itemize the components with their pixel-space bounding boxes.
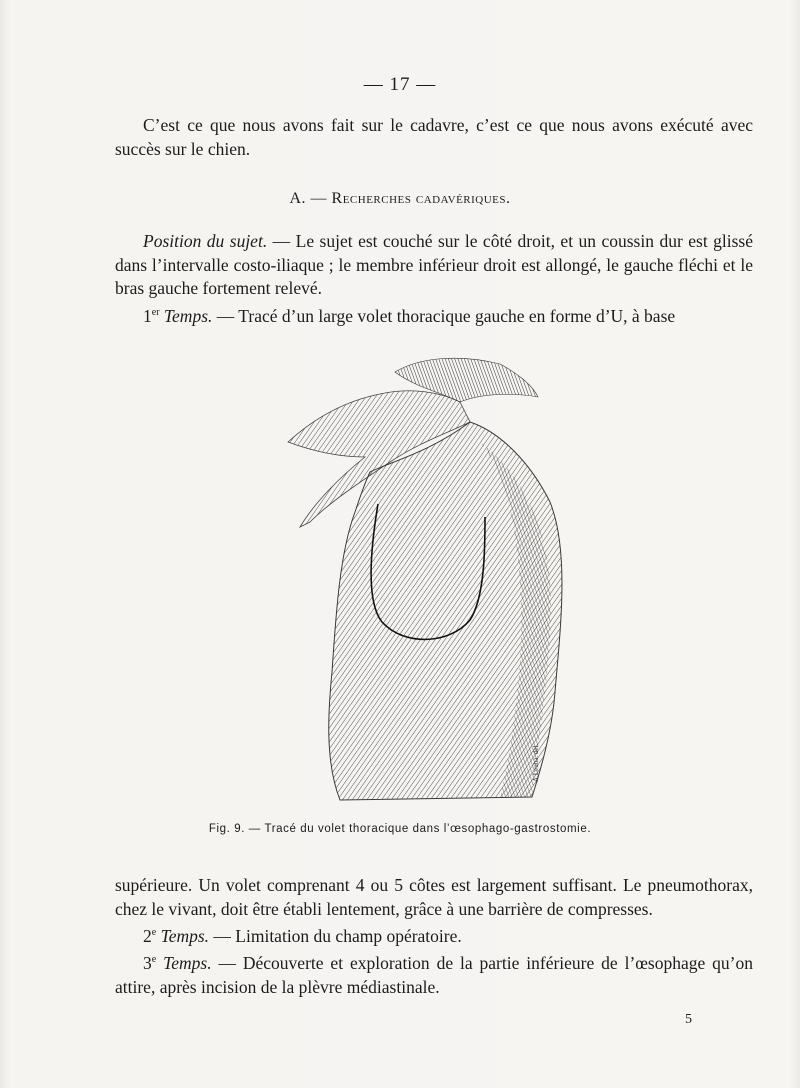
intro-paragraph: [115, 114, 753, 161]
continuation-paragraph: supérieure. Un volet comprenant 4 ou 5 côtes est largement suffisant. Le pneumothorax, chez le vivant, doit être établi lentement, grâce à une barrière de compresses.: [115, 875, 753, 919]
section-heading: [0, 190, 800, 208]
anatomical-figure: [270, 352, 570, 812]
temps2-sup: e: [151, 927, 157, 938]
temps1-number: 1: [143, 305, 152, 326]
intro-text: C’est ce que nous avons fait sur le cadavre, c’est ce que nous avons exécuté avec succès sur le chien.: [115, 115, 753, 159]
figure-caption: Fig. 9. — Tracé du volet thoracique dans l’œsophago-gastrostomie.: [208, 823, 592, 835]
temps1-label: Temps.: [163, 305, 213, 326]
section-title: Recherches cadavériques.: [331, 190, 511, 207]
procedure-paragraphs: [115, 230, 753, 328]
running-head: — 17 —: [363, 74, 437, 95]
temps3-paragraph: [115, 948, 753, 999]
temps2-text: — Limitation du champ opératoire.: [209, 925, 462, 946]
temps2-label: Temps.: [160, 925, 210, 946]
temps3-label: Temps.: [163, 953, 212, 974]
temps3-sup: e: [151, 954, 157, 966]
thorax-illustration: [270, 352, 570, 812]
closing-paragraphs: [115, 874, 753, 999]
temps1-sup: er: [151, 306, 160, 318]
temps1-paragraph: [115, 301, 753, 328]
section-letter: A. —: [289, 190, 328, 207]
temps1-text: — Tracé d’un large volet thoracique gauche en forme d’U, à base: [212, 305, 676, 326]
temps3-text: — Découverte et exploration de la partie inférieure de l’œsophage qu’on attire, après incision de la plèvre médiastinale.: [115, 953, 753, 997]
page-number: 5: [685, 1012, 692, 1027]
temps2-paragraph: [115, 921, 753, 948]
position-text: — Le sujet est couché sur le côté droit, et un coussin dur est glissé dans l’intervalle costo-iliaque ; le membre inférieur droit est allongé, le gauche fléchi et le bras gauche fortement relevé.: [115, 231, 754, 298]
temps3-number: 3: [143, 953, 152, 974]
temps2-number: 2: [143, 925, 152, 946]
position-label: Position du sujet.: [143, 231, 268, 251]
position-paragraph: [115, 230, 753, 301]
artist-signature: A.Leuba. del.: [532, 743, 540, 782]
